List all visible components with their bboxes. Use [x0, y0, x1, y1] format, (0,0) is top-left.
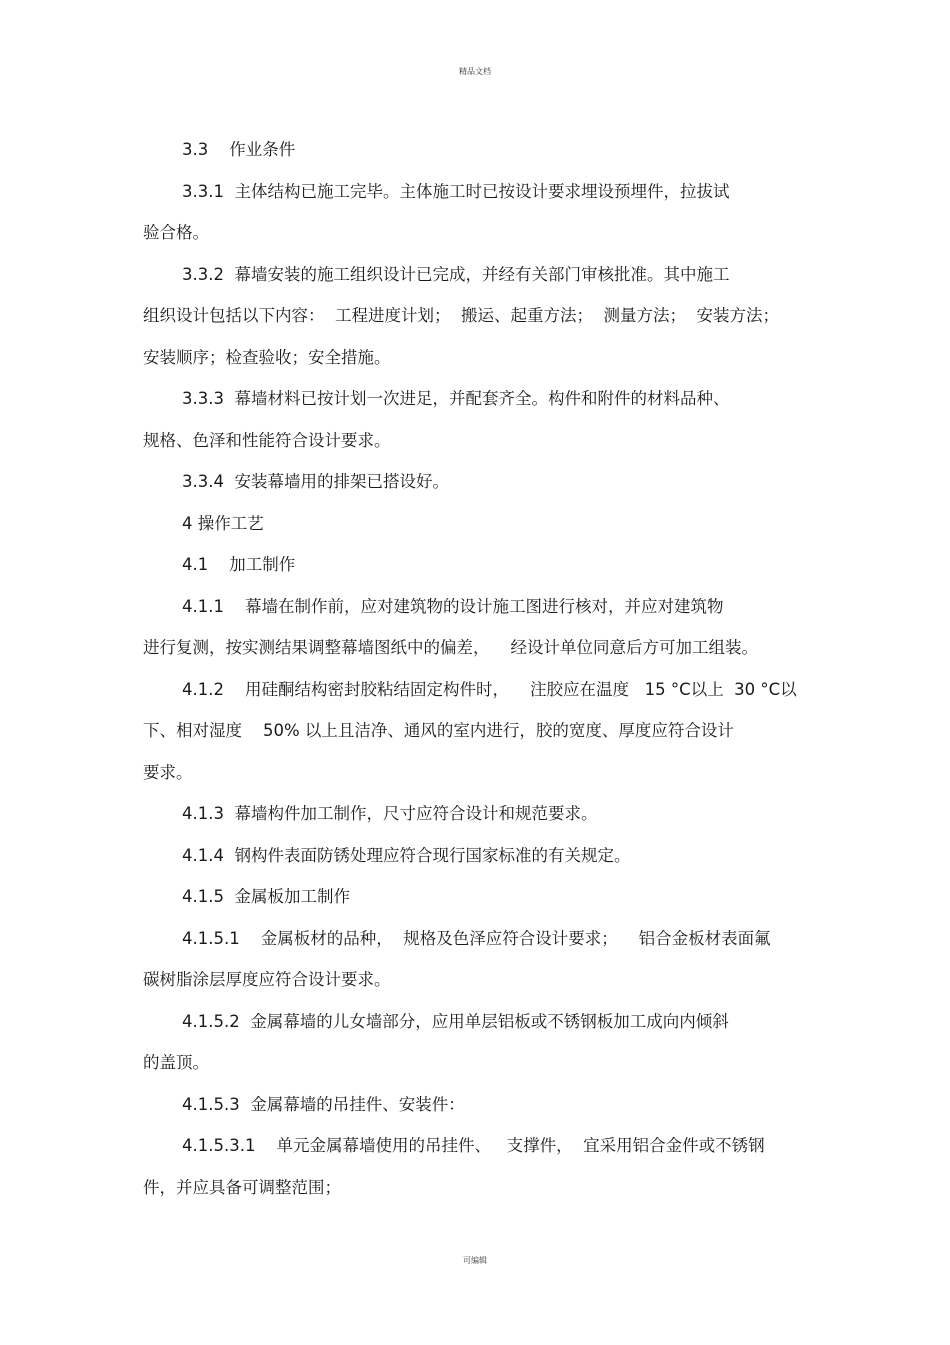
paragraph-3-3-4 [143, 461, 808, 503]
paragraph-line: 3.3.4 安装幕墙用的排架已搭设好。 [182, 472, 449, 491]
paragraph-line: 4 操作工艺 [182, 513, 264, 533]
document-body [143, 129, 808, 1208]
paragraph-4-1-1 [143, 586, 808, 669]
paragraph-line: 4.1.2 用硅酮结构密封胶粘结固定构件时， 注胶应在温度 15 °C以上 30 °C以 [182, 679, 797, 699]
paragraph-line: 规格、色泽和性能符合设计要求。 [143, 430, 391, 450]
paragraph-line: 要求。 [143, 762, 193, 782]
paragraph-line: 4.1.1 幕墙在制作前，应对建筑物的设计施工图进行核对，并应对建筑物 [182, 596, 724, 616]
paragraph-4-1-5-3 [143, 1084, 808, 1126]
paragraph-3-3-1 [143, 171, 808, 254]
paragraph-4-1-5-1 [143, 918, 808, 1001]
section-heading-4 [143, 503, 808, 545]
paragraph-line: 4.1.3 幕墙构件加工制作，尺寸应符合设计和规范要求。 [182, 804, 598, 823]
page-header: 精品文档 [459, 67, 491, 76]
paragraph-4-1-2 [143, 669, 808, 794]
paragraph-line: 4.1.4 钢构件表面防锈处理应符合现行国家标准的有关规定。 [182, 845, 631, 865]
paragraph-4-1-5-2 [143, 1001, 808, 1084]
paragraph-line: 进行复测，按实测结果调整幕墙图纸中的偏差， 经设计单位同意后方可加工组装。 [143, 638, 758, 657]
paragraph-line: 安装顺序；检查验收；安全措施。 [143, 347, 391, 367]
paragraph-3-3 [143, 129, 808, 171]
paragraph-line: 组织设计包括以下内容： 工程进度计划； 搬运、起重方法； 测量方法； 安装方法； [143, 306, 779, 325]
paragraph-line: 碳树脂涂层厚度应符合设计要求。 [143, 970, 391, 989]
paragraph-line: 下、相对湿度 50% 以上且洁净、通风的室内进行，胶的宽度、厚度应符合设计 [143, 721, 734, 740]
paragraph-4-1-4 [143, 835, 808, 877]
paragraph-line: 4.1.5.2 金属幕墙的儿女墙部分，应用单层铝板或不锈钢板加工成向内倾斜 [182, 1011, 729, 1031]
paragraph-line: 4.1.5.3 金属幕墙的吊挂件、安装件： [182, 1094, 465, 1114]
paragraph-line: 4.1.5 金属板加工制作 [182, 887, 350, 906]
paragraph-4-1-3 [143, 793, 808, 835]
paragraph-4-1-5 [143, 876, 808, 918]
paragraph-line: 3.3.2 幕墙安装的施工组织设计已完成，并经有关部门审核批准。其中施工 [182, 264, 730, 284]
section-heading-4-1 [143, 544, 808, 586]
paragraph-4-1-5-3-1 [143, 1125, 808, 1208]
paragraph-line: 3.3.1 主体结构已施工完毕。主体施工时已按设计要求埋设预埋件，拉拔试 [182, 181, 730, 201]
paragraph-3-3-3 [143, 378, 808, 461]
paragraph-line: 验合格。 [143, 223, 209, 242]
paragraph-line: 3.3.3 幕墙材料已按计划一次进足，并配套齐全。构件和附件的材料品种、 [182, 389, 730, 408]
paragraph-line: 的盖顶。 [143, 1053, 209, 1072]
paragraph-3-3-2 [143, 254, 808, 379]
page-footer: 可编辑 [463, 1256, 487, 1265]
paragraph-line: 4.1 加工制作 [182, 555, 296, 574]
paragraph-line: 件，并应具备可调整范围； [143, 1177, 341, 1197]
paragraph-line: 3.3 作业条件 [182, 140, 296, 159]
paragraph-line: 4.1.5.1 金属板材的品种， 规格及色泽应符合设计要求； 铝合金板材表面氟 [182, 928, 771, 948]
paragraph-line: 4.1.5.3.1 单元金属幕墙使用的吊挂件、 支撑件， 宜采用铝合金件或不锈钢 [182, 1136, 765, 1155]
